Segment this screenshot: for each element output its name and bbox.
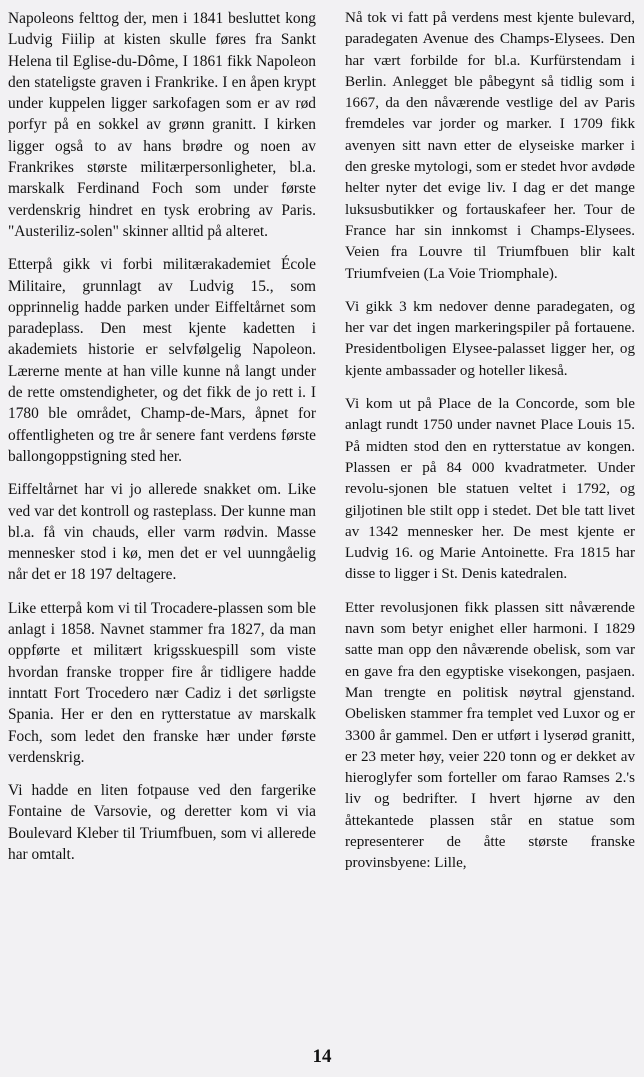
page-number: 14 [312,1046,332,1067]
paragraph: Vi hadde en liten fotpause ved den fargerike Fontaine de Varsovie, og deretter kom vi via Boulevard Kleber til Triumfbuen, som vi allerede har omtalt. [8,782,316,863]
paragraph: Vi gikk 3 km nedover denne paradegaten, og her var det ingen markeringspiler på fortauene. Presidentboligen Elysee-palasset ligger her, og kjente ambassader og hoteller likeså. [345,298,635,379]
paragraph: Like etterpå kom vi til Trocadere-plassen som ble anlagt i 1858. Navnet stammer fra 1827, da man oppførte et militært krigsskuespill som viste hvordan franske tropper fire år tidligere hadde inntatt Fort Trocedero nær Cadiz i det sørligste Spania. Her er den en rytterstatue av marskalk Foch, som ledet den franske hær under første verdenskrig. [8,599,316,766]
paragraph: Etter revolusjonen fikk plassen sitt nåværende navn som betyr enighet eller harmoni. I 1829 satte man opp den nåværende obelisk, som var en gave fra den egyptiske visekongen, pasjaen. Man trengte en politisk nøytral gjenstand. Obelisken stammer fra templet ved Luxor og er 3300 år gammel. Den er utført i lyserød granitt, er 23 meter høy, veier 220 tonn og er dekket av hieroglyfer som forteller om farao Ramses 2.'s liv og bedrifter. I hvert hjørne av den åttekantede plassen står en statue som representerer de åtte største franske provinsbyene: Lille, [345,599,635,872]
paragraph: Vi kom ut på Place de la Concorde, som ble anlagt rundt 1750 under navnet Place Louis 15. På midten stod den en rytterstatue av kongen. Plassen er på 84 000 kvadratmeter. Under revolu-sjonen ble statuen veltet i 1792, og giljotinen ble stilt opp i stedet. Det ble tatt livet av 1342 mennesker her. De mest kjente er Ludvig 16. og Marie Antoinette. Fra 1815 har disse to ligger i St. Denis katedralen. [345,396,635,583]
paragraph: Napoleons felttog der, men i 1841 besluttet kong Ludvig Fiilip at kisten skulle føres fra Sankt Helena til Eglise-du-Dôme, I 1861 fikk Napoleon den stateligste graven i Frankrike. I en åpen krypt under kuppelen ligger sarkofagen som er av rød porfyr på en sokkel av grønn granitt. I kirken ligger også to av hans brødre og noen av Frankrikes største militærpersonligheter, bl.a. marskalk Ferdinand Foch som under første verdenskrig hindret en tysk erobring av Paris. "Austeriliz-solen" skinner alltid på alteret. [8,10,316,240]
left-column [8,8,316,877]
paragraph: Eiffeltårnet har vi jo allerede snakket om. Like ved var det kontroll og rasteplass. Der kunne man bl.a. få vin chauds, eller varm rødvin. Masse mennesker stod i kø, men det er vel uunngåelig når det er 18 197 deltagere. [8,481,316,584]
paragraph: Nå tok vi fatt på verdens mest kjente bulevard, paradegaten Avenue des Champs-Elysees. Den har vært forbilde for bl.a. Kurfürstendam i Berlin. Anlegget ble påbegynt så tidlig som i 1667, da den nåværende vestlige del av Paris fremdeles var jorder og marker. I 1709 fikk avenyen sitt navn etter de elyseiske marker i den greske mytologi, som er stedet hvor avdøde helter nyter det evige liv. I dag er det mange luksusbutikker og fortauskafeer her. Tour de France har sin innkomst i Champs-Elysees. Veien fra Louvre til Triumfbuen blir kalt Triumfveien (La Voie Triomphale). [345,10,635,282]
paragraph: Etterpå gikk vi forbi militærakademiet École Militaire, grunnlagt av Ludvig 15., som opprinnelig hadde parken under Eiffeltårnet som paradeplass. Den mest kjente kadetten i akademiets historie er selvfølgelig Napoleon. Lærerne mente at han ville kunne nå langt under de rette omstendigheter, og det fikk de jo rett i. I 1780 ble området, Champ-de-Mars, åpnet for offentligheten og tre år senere fant verdens første ballongoppstigning sted her. [8,256,316,465]
right-column [345,8,635,887]
